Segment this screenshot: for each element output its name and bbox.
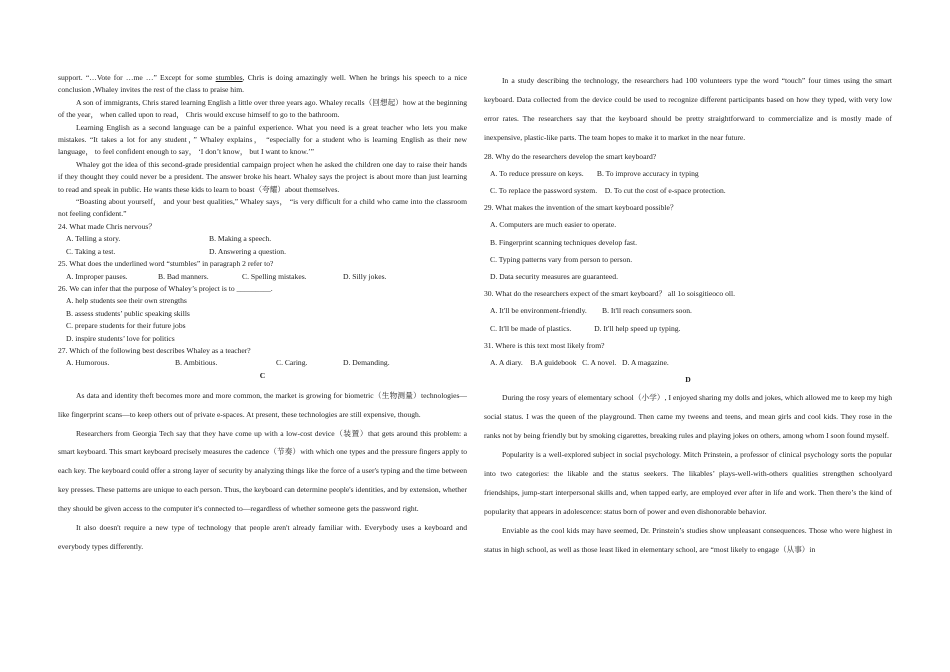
question-stem: 28. Why do the researchers develop the smart keyboard? — [484, 151, 657, 161]
options-line: C. To replace the password system. D. To cut the cost of e-space protection. — [490, 186, 726, 196]
option-a: A. Computers are much easier to operate. — [490, 220, 617, 230]
options-row — [58, 357, 467, 369]
question-26 — [58, 283, 467, 345]
option-d: D. inspire students’ love for politics — [66, 333, 175, 343]
passage-d-paragraph-1: During the rosy years of elementary school（小学）, I enjoyed sharing my dolls and jokes, which allowed me to keep my high social status. I was the queen of the playground. Then came my tweens and teens, and mean girls and cool kids. They rose in the ranks not by being friendly but by smoking cigarettes, breaking rules and playing jokes on others, among whom I soon found myself. — [484, 393, 892, 441]
passage-c-paragraph-2: Researchers from Georgia Tech say that they have come up with a low-cost device（装置）that gets around this problem: a smart keyboard. This smart keyboard precisely measures the cadence（节奏）with which one types and the pressure fingers apply to each key. The keyboard could offer a strong layer of security by analyzing things like the force of a user's typing and the time between key presses. These patterns are unique to each person. Thus, the keyboard can determine people's identities, and by extension, whether they should be given access to the computer it's connected to—regardless of whether someone gets the password right. — [58, 428, 467, 514]
passage-b-paragraph-1 — [58, 72, 467, 97]
passage-d-paragraph-3: Enviable as the cool kids may have seemed, Dr. Prinstein’s studies show unpleasant consequences. Those who were highest in status in high school, as well as those least liked in elementary school, are “most likely to engage（从事）in — [484, 525, 892, 554]
question-stem: 29. What makes the invention of the smart keyboard possible？ — [484, 203, 678, 213]
option-b: B. assess students’ public speaking skills — [66, 308, 190, 318]
question-stem: 24. What made Chris nervous？ — [58, 221, 156, 231]
question-31 — [484, 337, 892, 371]
option-b: B. Fingerprint scanning techniques develop fast. — [490, 237, 637, 247]
option-b: B. Ambitious. — [175, 358, 218, 368]
option-c: C. Caring. — [276, 358, 308, 368]
passage-c-paragraph-3: It also doesn't require a new type of technology that people aren't already familiar with. Everybody uses a keyboard and everybody types differently. — [58, 523, 467, 551]
question-29 — [484, 199, 892, 285]
question-stem: 27. Which of the following best describes Whaley as a teacher? — [58, 345, 251, 355]
passage-d-paragraph-2: Popularity is a well-explored subject in social psychology. Mitch Prinstein, a professor of clinical psychology sorts the popular into two categories: the likable and the status seekers. The likables’ plays-well-with-others qualities strengthen schoolyard friendships, jump-start interpersonal skills and, when tapped early, are employed ever after in life and work. Then there’s the kind of popularity that appears in adolescence: status born of power and even dishonorable behavior. — [484, 449, 892, 516]
option-c: C. Spelling mistakes. — [242, 271, 307, 281]
underlined-word: stumbles — [215, 73, 243, 82]
option-b: B. Making a speech. — [209, 234, 272, 244]
question-stem: 26. We can infer that the purpose of Whaley’s project is to _________. — [58, 283, 273, 293]
option-c: C. Typing patterns vary from person to person. — [490, 254, 633, 264]
question-28 — [484, 148, 892, 200]
option-d: D. Silly jokes. — [343, 271, 387, 281]
text-span: , Chris is doing amazingly well. When he brings his speech to a nice conclusion ,Whaley invites the rest of the class to praise him. — [58, 73, 467, 95]
question-stem: 30. What do the researchers expect of the smart keyboard？ all 1o soisgitieoco oll. — [484, 289, 736, 299]
option-a: A. Humorous. — [66, 358, 110, 368]
options-line: A. A diary. B.A guidebook C. A novel. D. A magazine. — [490, 358, 669, 368]
question-stem: 31. Where is this text most likely from? — [484, 340, 605, 350]
question-30 — [484, 285, 892, 337]
options-line: A. To reduce pressure on keys. B. To improve accuracy in typing — [490, 168, 699, 178]
option-a: A. help students see their own strengths — [66, 296, 187, 306]
option-a: A. Telling a story. — [66, 234, 121, 244]
question-stem: 25. What does the underlined word “stumbles” in paragraph 2 refer to? — [58, 259, 274, 269]
question-25 — [58, 258, 467, 283]
left-column — [58, 72, 467, 557]
option-b: B. Bad manners. — [158, 271, 209, 281]
text-span: support. “…Vote for …me …” Except for some — [58, 73, 216, 82]
question-24 — [58, 221, 467, 258]
option-a: A. Improper pauses. — [66, 271, 128, 281]
option-d: D. Demanding. — [343, 358, 390, 368]
options-row — [58, 271, 467, 283]
right-column — [484, 72, 892, 559]
options-line: A. It'll be environment-friendly. B. It'll reach consumers soon. — [490, 306, 692, 316]
option-c: C. Taking a test. — [66, 246, 116, 256]
option-d: D. Data security measures are guaranteed. — [490, 272, 618, 282]
question-27 — [58, 345, 467, 370]
passage-c-paragraph-1: As data and identity theft becomes more and more common, the market is growing for biometric（生物测量）technologies—like fingerprint scans—to keep others out of private e-spaces. At present, these technologies are still expensive, though. — [58, 390, 467, 419]
option-d: D. Answering a question. — [209, 246, 286, 256]
passage-b-paragraph-5: “Boasting about yourself， and your best qualities,” Whaley says， “is very difficult for a child who came into the classroom not feeling confident.” — [58, 197, 467, 219]
options-line: C. It'll be made of plastics. D. It'll help speed up typing. — [490, 323, 681, 333]
options-row — [58, 246, 467, 258]
passage-b-paragraph-4: Whaley got the idea of this second-grade presidential campaign project when he asked the children one day to raise their hands if they thought they could never be a president. The answer broke his heart. Whaley says the project is about more than just learning to read and speak in public. He wants these kids to learn to boast（夸耀）about themselves. — [58, 159, 467, 194]
passage-b-paragraph-2: A son of immigrants, Chris stared learning English a little over three years ago. Whaley recalls（回想起）how at the beginning of the year， when called upon to read， Chris would excuse himself to go to the bathroom. — [58, 97, 467, 120]
passage-b-paragraph-3: Learning English as a second language can be a painful experience. What you need is a great teacher who lets you make mistakes. “It takes a lot for any student，” Whaley explains， “especially for a student who is learning English as their new language， to feel confident enough to say， ‘I don’t know， but I want to know.’” — [58, 122, 467, 157]
section-heading-d: D — [685, 375, 691, 385]
options-row — [58, 233, 467, 245]
option-c: C. prepare students for their future jobs — [66, 321, 186, 331]
section-heading-c: C — [259, 370, 266, 380]
passage-c-paragraph-4: In a study describing the technology, the researchers had 100 volunteers type the word “touch” four times using the smart keyboard. Data collected from the device could be used to recognize different participants based on how they typed, with very low error rates. The researchers say that the keyboard should be pretty straightforward to commercialize and is mostly made of inexpensive, plastic-like parts. The team hopes to make it to market in the near future. — [484, 76, 892, 142]
